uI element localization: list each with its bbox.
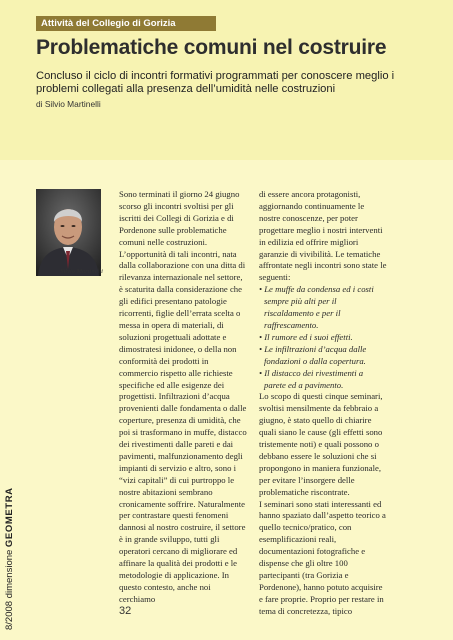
article-subtitle: Concluso il ciclo di incontri formativi programmati per conoscere meglio i problemi collegati alla presenza dell’umidità nelle costruzioni: [36, 70, 395, 95]
header-panel: [0, 0, 453, 160]
article-column-2: [259, 189, 387, 616]
topic-item: • Il rumore ed i suoi effetti.: [259, 331, 353, 342]
article-column-1: [119, 189, 247, 604]
photo-caption: Silvio Martinelli: [60, 268, 103, 275]
magazine-side-label: [2, 160, 18, 630]
article-title: Problematiche comuni nel costruire: [36, 36, 387, 59]
section-tag: Attività del Collegio di Gorizia: [36, 16, 216, 31]
article-byline: di Silvio Martinelli: [36, 99, 101, 109]
column-2-paragraph-3: I seminari sono stati interessanti ed hanno spaziato dall’aspetto teorico a quello tecnico/pratico, con esemplificazioni reali, documentazioni fotografiche e dispense che gli oltre 100 partecipanti (tra Gorizia e Pordenone), hanno potuto acquisire e fare proprie. Proprio per restare in tema di concretezza, tipico: [259, 498, 386, 616]
column-2-paragraph-2: Lo scopo di questi cinque seminari, svoltisi mensilmente da febbraio a giugno, è stato quello di chiarire quali siano le cause (gli effetti sono tristemente noti) e quali possono o debbano essere le soluzioni che si propongono in maniera funzionale, per evitare l’insorgere delle problematiche riscontrate.: [259, 391, 383, 497]
author-photo: [36, 189, 101, 276]
column-2-intro: di essere ancora protagonisti, aggiornando continuamente le nostre conoscenze, per poter progettare meglio i nostri interventi in edilizia ed offrire migliori garanzie di vivibilità. Le tematiche affrontate negli incontri sono state le seguenti:: [259, 189, 387, 283]
portrait-image: [36, 189, 101, 276]
topic-item: • Le infiltrazioni d’acqua dalle fondazioni o dalla copertura.: [259, 343, 367, 366]
magazine-prefix: dimensione: [4, 549, 15, 599]
column-1-text: Sono terminati il giorno 24 giugno scorso gli incontri svoltisi per gli iscritti dei Collegi di Gorizia e di Pordenone sulle problematiche comuni nelle costruzioni. L’opportunità di tali incontri, nata dalla collaborazione con una ditta di rilevanza internazionale nel settore, è scaturita dalla considerazione che gli edifici presentano patologie ricorrenti, figlie dell’errata scelta o messa in opera di materiali, di soluzioni progettuali adottate e dimostratesi inidonee, o della non conformità dei prodotti in commercio rispetto alle richieste specifiche ed alle esigenze dei progettisti. Infiltrazioni d’acqua provenienti dalle fondamenta o dalle coperture, presenza di umidità, che poi si trasformano in muffe, distacco dei rivestimenti dalle pareti e dai pavimenti, malfunzionamento degli impianti di servizio e altro, sono i “vizi capitali” di cui purtroppo le nostre abitazioni sembrano cronicamente soffrire. Naturalmente per contrastare questi fenomeni dannosi al nostro costruire, il settore è in grande sviluppo, tutti gli operatori cercano di migliorare ed affinare la qualità dei prodotti e le metodologie di applicazione. In questo contesto, anche noi cerchiamo: [119, 189, 247, 604]
topics-list: [259, 284, 387, 391]
topic-item: • Le muffe da condensa ed i costi sempre più alti per il riscaldamento e per il raffrescamento.: [259, 284, 374, 330]
page-number: 32: [119, 605, 132, 617]
topic-item: • Il distacco dei rivestimenti a parete ed a pavimento.: [259, 367, 364, 390]
magazine-name: GEOMETRA: [4, 487, 15, 548]
issue-number: 8/2008: [4, 600, 15, 630]
